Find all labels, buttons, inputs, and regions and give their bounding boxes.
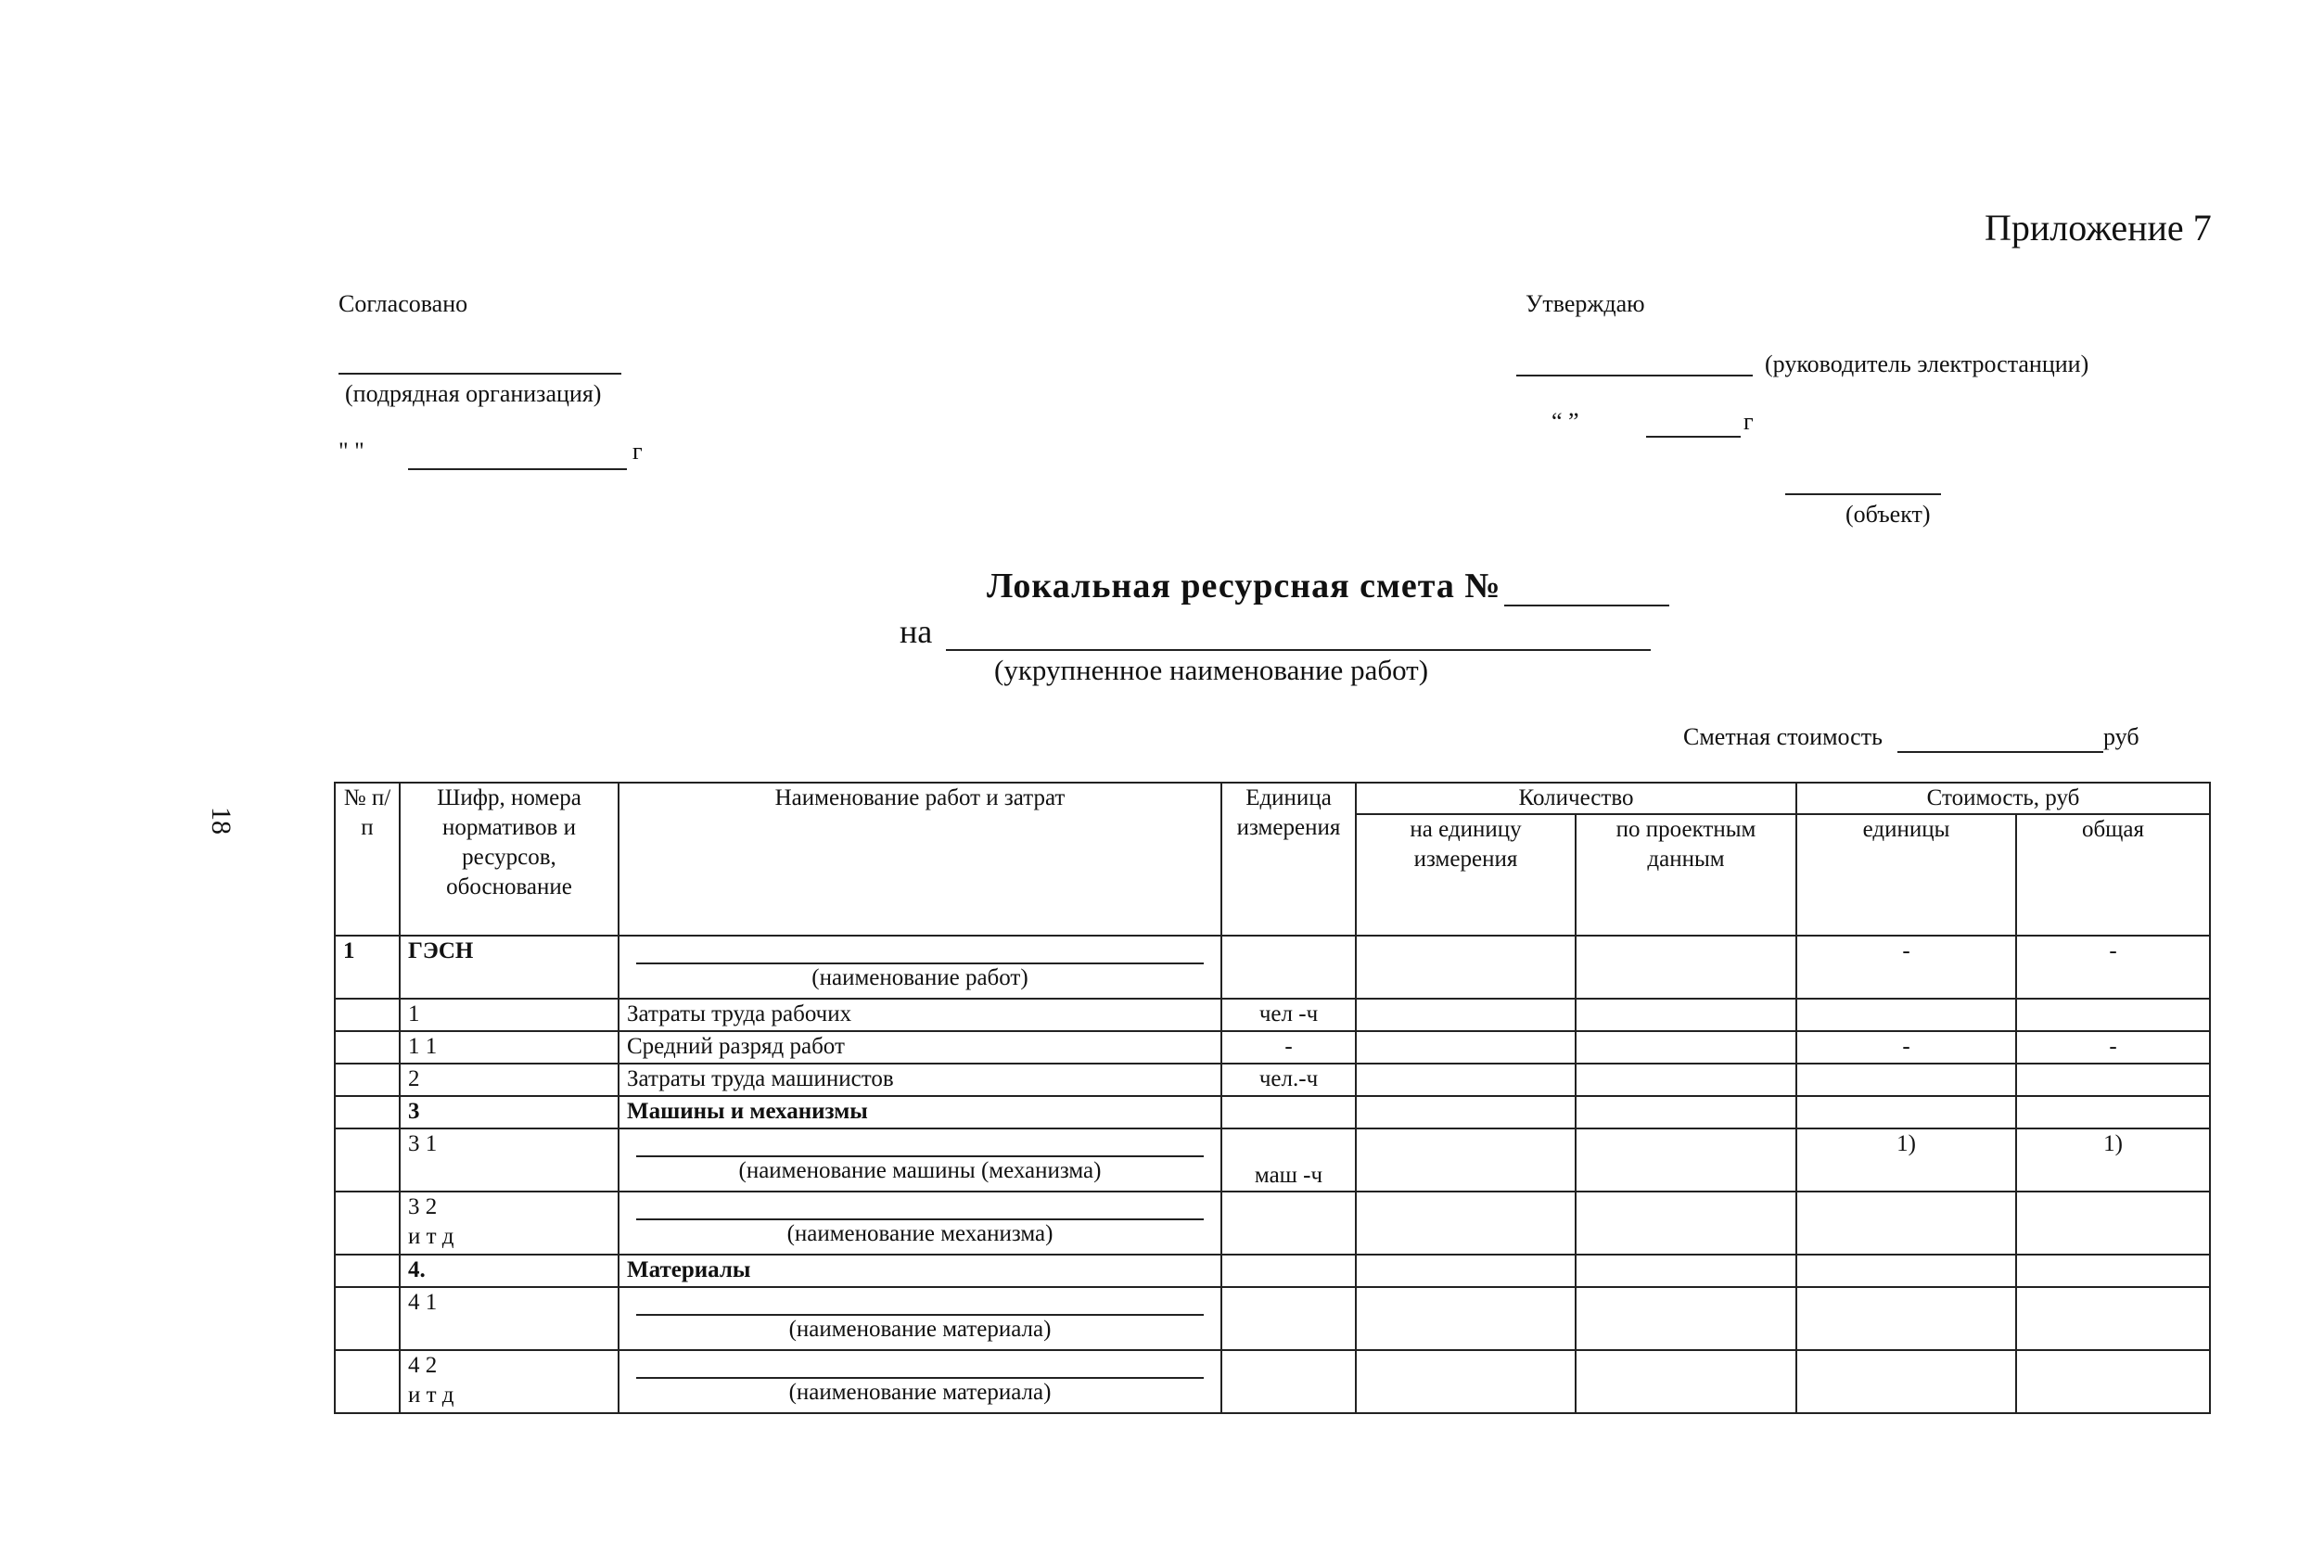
- cell-code: 4 1: [400, 1287, 619, 1350]
- cell-cost-total: [2016, 1255, 2210, 1287]
- cell-code: ГЭСН: [400, 936, 619, 999]
- cell-qty-per-unit: [1356, 1064, 1576, 1096]
- cell-name: Материалы: [619, 1255, 1221, 1287]
- cell-unit: -: [1221, 1031, 1356, 1064]
- cell-unit: [1221, 1096, 1356, 1128]
- cell-code: 1: [400, 999, 619, 1031]
- page-number: 18: [206, 807, 236, 835]
- approve-label: Утверждаю: [1526, 290, 1645, 317]
- estimate-number-line: [1504, 605, 1669, 606]
- header-cost-total: общая: [2016, 814, 2210, 936]
- appendix-number: Приложение 7: [1985, 207, 2212, 249]
- cell-code: 2: [400, 1064, 619, 1096]
- cell-code: 1 1: [400, 1031, 619, 1064]
- name-note: (наименование механизма): [786, 1221, 1053, 1246]
- header-qty-per-unit: на единицу измерения: [1356, 814, 1576, 936]
- cell-num: [335, 1192, 400, 1255]
- cell-name: Затраты труда машинистов: [619, 1064, 1221, 1096]
- cell-unit: [1221, 1255, 1356, 1287]
- cell-cost-total: -: [2016, 936, 2210, 999]
- name-note: (наименование работ): [811, 965, 1028, 990]
- estimated-cost-label: Сметная стоимость: [1683, 723, 1883, 750]
- cell-qty-project: [1576, 1255, 1796, 1287]
- cell-num: [335, 1128, 400, 1192]
- header-quantity: Количество: [1356, 783, 1796, 814]
- header-num: № п/п: [335, 783, 400, 936]
- cell-cost-unit: [1796, 1287, 2016, 1350]
- cell-qty-per-unit: [1356, 1031, 1576, 1064]
- cell-qty-per-unit: [1356, 936, 1576, 999]
- cell-name: [619, 936, 1221, 999]
- cell-cost-unit: [1796, 1096, 2016, 1128]
- signature-line: [1516, 375, 1753, 376]
- cell-num: 1: [335, 936, 400, 999]
- table-row: [335, 1128, 2210, 1192]
- table-row: [335, 1192, 2210, 1255]
- cell-name: [619, 1287, 1221, 1350]
- table-row: [335, 1287, 2210, 1350]
- code-line1: 4 2: [408, 1353, 438, 1378]
- cell-name: [619, 1128, 1221, 1192]
- date-line: [1646, 436, 1741, 438]
- cell-num: [335, 999, 400, 1031]
- cell-name: [619, 1350, 1221, 1413]
- document-title: Локальная ресурсная смета №: [987, 567, 1501, 606]
- cell-name: [619, 1192, 1221, 1255]
- contractor-label: (подрядная организация): [345, 380, 602, 407]
- cell-unit: [1221, 1287, 1356, 1350]
- year-suffix: г: [1743, 408, 1754, 435]
- header-cost-unit: единицы: [1796, 814, 2016, 936]
- cell-qty-project: [1576, 1192, 1796, 1255]
- works-name-line: [946, 649, 1651, 651]
- cell-cost-total: [2016, 1096, 2210, 1128]
- agreed-label: Согласовано: [338, 290, 468, 317]
- table-row: [335, 1255, 2210, 1287]
- cell-name: Средний разряд работ: [619, 1031, 1221, 1064]
- cell-qty-project: [1576, 1031, 1796, 1064]
- cell-qty-project: [1576, 1064, 1796, 1096]
- cell-qty-project: [1576, 999, 1796, 1031]
- cell-code: [400, 1350, 619, 1413]
- cell-code: 3: [400, 1096, 619, 1128]
- cell-qty-per-unit: [1356, 1128, 1576, 1192]
- table-row: [335, 936, 2210, 999]
- cell-cost-unit: [1796, 999, 2016, 1031]
- object-line: [1785, 493, 1941, 495]
- cell-cost-total: -: [2016, 1031, 2210, 1064]
- cell-unit: [1221, 1350, 1356, 1413]
- cell-qty-per-unit: [1356, 999, 1576, 1031]
- cell-name: Затраты труда рабочих: [619, 999, 1221, 1031]
- cell-code: 4.: [400, 1255, 619, 1287]
- director-label: (руководитель электростанции): [1765, 351, 2089, 377]
- header-cost: Стоимость, руб: [1796, 783, 2210, 814]
- cell-cost-unit: -: [1796, 1031, 2016, 1064]
- cell-qty-project: [1576, 1287, 1796, 1350]
- cell-cost-unit: [1796, 1350, 2016, 1413]
- header-code: Шифр, номера нормативов и ресурсов, обоснование: [400, 783, 619, 936]
- cell-cost-unit: [1796, 1064, 2016, 1096]
- approve-date-quotes: “ ”: [1551, 408, 1579, 435]
- code-line2: и т д: [408, 1383, 454, 1408]
- header-name: Наименование работ и затрат: [619, 783, 1221, 936]
- cell-code: 3 1: [400, 1128, 619, 1192]
- signature-line: [338, 373, 621, 375]
- year-suffix: г: [632, 438, 643, 465]
- cell-unit: [1221, 1192, 1356, 1255]
- cell-qty-project: [1576, 1128, 1796, 1192]
- cell-num: [335, 1255, 400, 1287]
- date-line: [408, 468, 627, 470]
- name-note: (наименование машины (механизма): [738, 1158, 1102, 1183]
- cell-qty-per-unit: [1356, 1350, 1576, 1413]
- header-qty-project: по проектным данным: [1576, 814, 1796, 936]
- cell-num: [335, 1096, 400, 1128]
- cell-cost-unit: [1796, 1255, 2016, 1287]
- cell-num: [335, 1031, 400, 1064]
- cell-cost-unit: [1796, 1192, 2016, 1255]
- name-note: (наименование материала): [788, 1380, 1052, 1405]
- cell-cost-unit: -: [1796, 936, 2016, 999]
- cell-code: [400, 1192, 619, 1255]
- code-line2: и т д: [408, 1224, 454, 1249]
- object-label: (объект): [1845, 501, 1931, 528]
- cell-unit: чел -ч: [1221, 999, 1356, 1031]
- cell-num: [335, 1064, 400, 1096]
- cell-cost-total: [2016, 1064, 2210, 1096]
- table-row: [335, 999, 2210, 1031]
- cell-name: Машины и механизмы: [619, 1096, 1221, 1128]
- cell-cost-total: [2016, 1350, 2210, 1413]
- cell-qty-per-unit: [1356, 1255, 1576, 1287]
- cell-cost-total: 1): [2016, 1128, 2210, 1192]
- cell-unit: маш -ч: [1221, 1128, 1356, 1192]
- table-row: [335, 1096, 2210, 1128]
- cell-qty-per-unit: [1356, 1287, 1576, 1350]
- estimated-cost-unit: руб: [2103, 723, 2139, 750]
- table-row: [335, 1064, 2210, 1096]
- estimate-table: [334, 782, 2211, 1414]
- table-row: [335, 1350, 2210, 1413]
- cell-unit: чел.-ч: [1221, 1064, 1356, 1096]
- cell-qty-project: [1576, 936, 1796, 999]
- estimated-cost-line: [1897, 751, 2103, 753]
- cell-cost-total: [2016, 1287, 2210, 1350]
- header-unit: Единица измерения: [1221, 783, 1356, 936]
- cell-cost-unit: 1): [1796, 1128, 2016, 1192]
- name-note: (наименование материала): [788, 1317, 1052, 1342]
- cell-num: [335, 1350, 400, 1413]
- works-note: (укрупненное наименование работ): [994, 654, 1429, 686]
- cell-qty-per-unit: [1356, 1096, 1576, 1128]
- cell-cost-total: [2016, 1192, 2210, 1255]
- cell-qty-project: [1576, 1096, 1796, 1128]
- cell-qty-project: [1576, 1350, 1796, 1413]
- cell-num: [335, 1287, 400, 1350]
- table-row: [335, 1031, 2210, 1064]
- cell-unit: [1221, 936, 1356, 999]
- cell-qty-per-unit: [1356, 1192, 1576, 1255]
- code-line1: 3 2: [408, 1194, 438, 1219]
- cell-cost-total: [2016, 999, 2210, 1031]
- agreed-date-quotes: " ": [338, 438, 364, 465]
- na-label: на: [900, 613, 933, 650]
